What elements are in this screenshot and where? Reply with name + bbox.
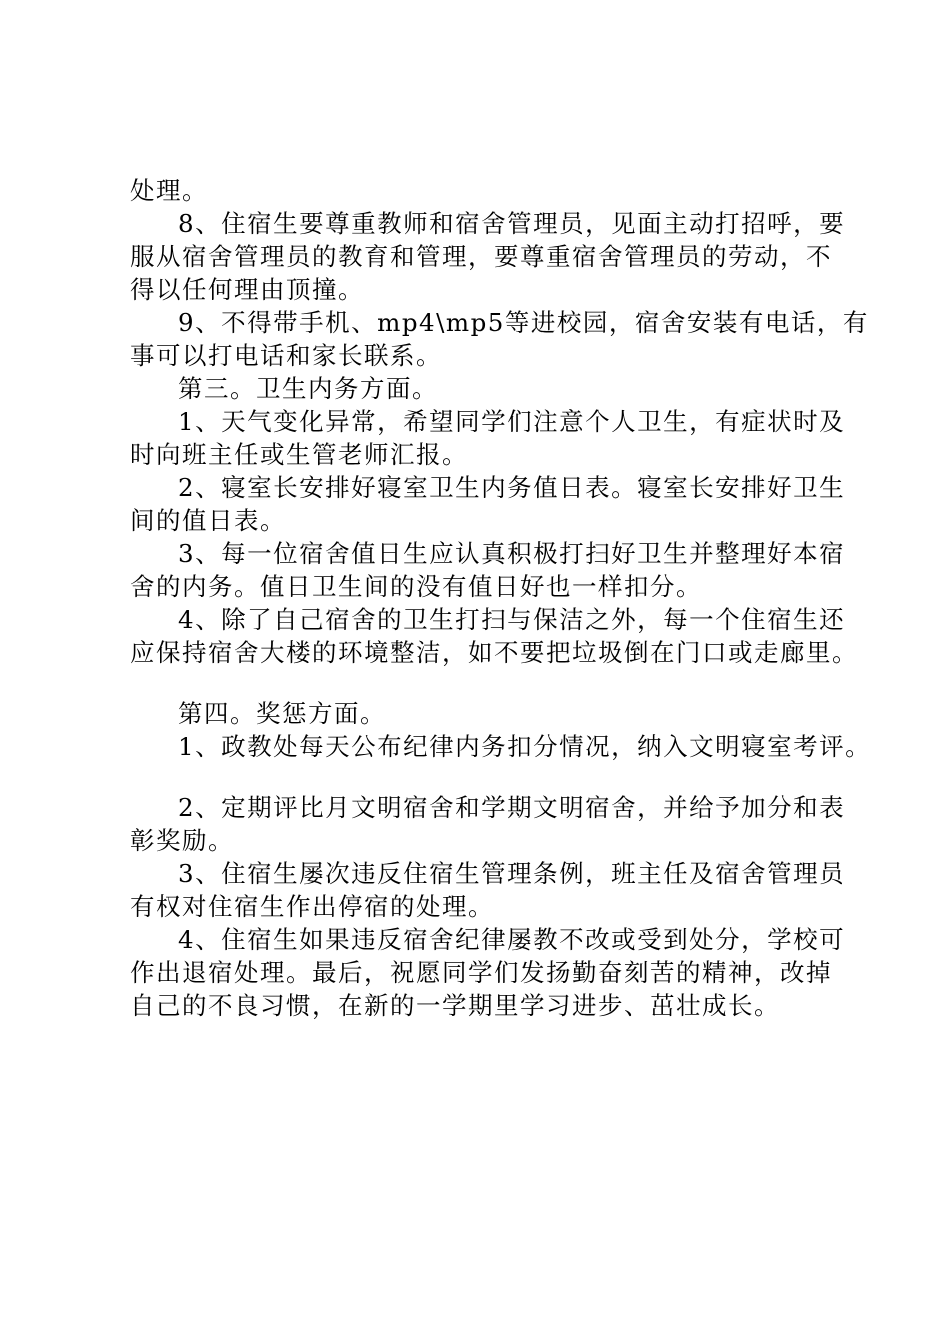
rule-8-line-3: 得以任何理由顶撞。 [130, 275, 364, 304]
hygiene-item-4-line-2: 应保持宿舍大楼的环境整洁，如不要把垃圾倒在门口或走廊里。 [130, 638, 858, 667]
rewards-item-4-line-1: 4、住宿生如果违反宿舍纪律屡教不改或受到处分，学校可 [178, 925, 846, 954]
rewards-item-1-line-1: 1、政教处每天公布纪律内务扣分情况，纳入文明寝室考评。 [178, 732, 872, 761]
rewards-item-3-line-2: 有权对住宿生作出停宿的处理。 [130, 892, 494, 921]
hygiene-item-1-line-1: 1、天气变化异常，希望同学们注意个人卫生，有症状时及 [178, 407, 846, 436]
rewards-item-3-line-1: 3、住宿生屡次违反住宿生管理条例，班主任及宿舍管理员 [178, 859, 846, 888]
hygiene-item-2-line-1: 2、寝室长安排好寝室卫生内务值日表。寝室长安排好卫生 [178, 473, 846, 502]
rule-9-line-1: 9、不得带手机、mp4\mp5等进校园，宿舍安装有电话，有 [178, 308, 869, 337]
rewards-item-4-line-2: 作出退宿处理。最后，祝愿同学们发扬勤奋刻苦的精神，改掉 [130, 958, 832, 987]
hygiene-item-3-line-2: 舍的内务。值日卫生间的没有值日好也一样扣分。 [130, 572, 702, 601]
paragraph-gap [130, 763, 855, 791]
section-heading-hygiene: 第三。卫生内务方面。 [178, 374, 438, 403]
hygiene-item-1-line-2: 时向班主任或生管老师汇报。 [130, 440, 468, 469]
paragraph-gap [130, 669, 855, 697]
rewards-item-2-line-1: 2、定期评比月文明宿舍和学期文明宿舍，并给予加分和表 [178, 793, 846, 822]
hygiene-item-2-line-2: 间的值日表。 [130, 506, 286, 535]
section-heading-rewards: 第四。奖惩方面。 [178, 699, 386, 728]
hygiene-item-3-line-1: 3、每一位宿舍值日生应认真积极打扫好卫生并整理好本宿 [178, 539, 846, 568]
paragraph-continuation: 处理。 [130, 176, 208, 205]
rule-9-line-2: 事可以打电话和家长联系。 [130, 341, 442, 370]
rule-8-line-2: 服从宿舍管理员的教育和管理，要尊重宿舍管理员的劳动，不 [130, 242, 832, 271]
rule-8-line-1: 8、住宿生要尊重教师和宿舍管理员，见面主动打招呼，要 [178, 209, 846, 238]
document-page [130, 174, 872, 1022]
rewards-item-4-line-3: 自己的不良习惯，在新的一学期里学习进步、茁壮成长。 [130, 991, 780, 1020]
rewards-item-2-line-2: 彰奖励。 [130, 826, 234, 855]
hygiene-item-4-line-1: 4、除了自己宿舍的卫生打扫与保洁之外，每一个住宿生还 [178, 605, 846, 634]
